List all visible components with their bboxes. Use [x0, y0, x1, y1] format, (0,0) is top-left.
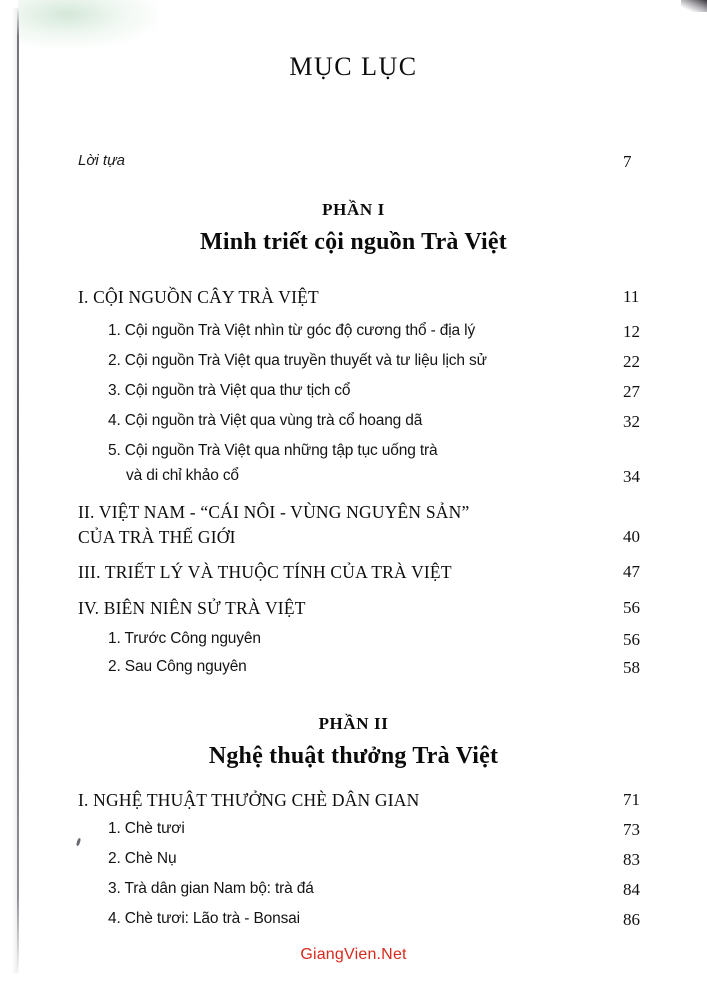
toc-entry-label: 5. Cội nguồn Trà Việt qua những tập tục uống trà — [108, 442, 438, 459]
toc-entry-page-number: 56 — [623, 630, 640, 649]
toc-entry-label: 3. Cội nguồn trà Việt qua thư tịch cổ — [108, 382, 351, 399]
toc-entry-page-number: 83 — [623, 850, 640, 869]
toc-entry-label: 2. Sau Công nguyên — [108, 658, 247, 675]
toc-entry-label: 1. Cội nguồn Trà Việt nhìn từ góc độ cương thổ - địa lý — [108, 322, 476, 339]
scan-speck-artifact — [76, 838, 81, 847]
toc-entry-page-number: 12 — [623, 322, 640, 341]
toc-entry-page-number: 40 — [623, 527, 640, 546]
scan-tint-artifact — [18, 0, 158, 48]
scan-corner-artifact — [681, 0, 707, 12]
part-kicker: PHẦN I — [322, 200, 385, 219]
toc-entry-label: 2. Cội nguồn Trà Việt qua truyền thuyết và tư liệu lịch sử — [108, 352, 487, 369]
scan-binding-shadow — [12, 8, 19, 973]
toc-entry-page-number: 7 — [623, 152, 632, 171]
toc-entry-label: 4. Chè tươi: Lão trà - Bonsai — [108, 910, 300, 927]
toc-entry-page-number: 58 — [623, 658, 640, 677]
part-heading-1 — [0, 200, 707, 256]
watermark: GiangVien.Net — [300, 946, 407, 963]
toc-entry-page-number: 22 — [623, 352, 640, 371]
toc-entry-label: 1. Trước Công nguyên — [108, 630, 261, 647]
part-title: Minh triết cội nguồn Trà Việt — [200, 229, 507, 255]
toc-entry-label: 2. Chè Nụ — [108, 850, 177, 867]
toc-entry-page-number: 34 — [623, 467, 640, 486]
toc-entry-label: I. CỘI NGUỒN CÂY TRÀ VIỆT — [78, 287, 319, 307]
toc-entry-label: và di chỉ khảo cổ — [126, 467, 239, 484]
part-title: Nghệ thuật thưởng Trà Việt — [208, 743, 499, 769]
toc-entry-label: 4. Cội nguồn trà Việt qua vùng trà cổ hoang dã — [108, 412, 423, 429]
toc-entry-label: CỦA TRÀ THẾ GIỚI — [78, 527, 236, 547]
toc-entry-label: I. NGHỆ THUẬT THƯỞNG CHÈ DÂN GIAN — [78, 790, 420, 810]
toc-entry-label: II. VIỆT NAM - “CÁI NÔI - VÙNG NGUYÊN SẢN” — [78, 502, 470, 522]
toc-entry-label: III. TRIẾT LÝ VÀ THUỘC TÍNH CỦA TRÀ VIỆT — [78, 562, 452, 582]
scan-binding-edge-line — [17, 8, 19, 973]
page-title: MỤC LỤC — [289, 52, 418, 81]
toc-entry-page-number: 32 — [623, 412, 640, 431]
toc-entry-page-number: 11 — [623, 287, 640, 306]
toc-entry-page-number: 73 — [623, 820, 640, 839]
toc-entry-page-number: 56 — [623, 598, 640, 617]
toc-entry-label: 3. Trà dân gian Nam bộ: trà đá — [108, 880, 314, 897]
toc-entry-page-number: 71 — [623, 790, 640, 809]
toc-entry-label: IV. BIÊN NIÊN SỬ TRÀ VIỆT — [78, 598, 306, 618]
toc-entry-label: 1. Chè tươi — [108, 820, 185, 837]
toc-entry-page-number: 47 — [623, 562, 640, 581]
toc-entry-page-number: 86 — [623, 910, 640, 929]
part-heading-2 — [0, 714, 707, 770]
toc-entry-label: Lời tựa — [78, 152, 125, 169]
toc-entry-page-number: 27 — [623, 382, 640, 401]
toc-entry-page-number: 84 — [623, 880, 640, 899]
part-kicker: PHẦN II — [318, 714, 389, 733]
